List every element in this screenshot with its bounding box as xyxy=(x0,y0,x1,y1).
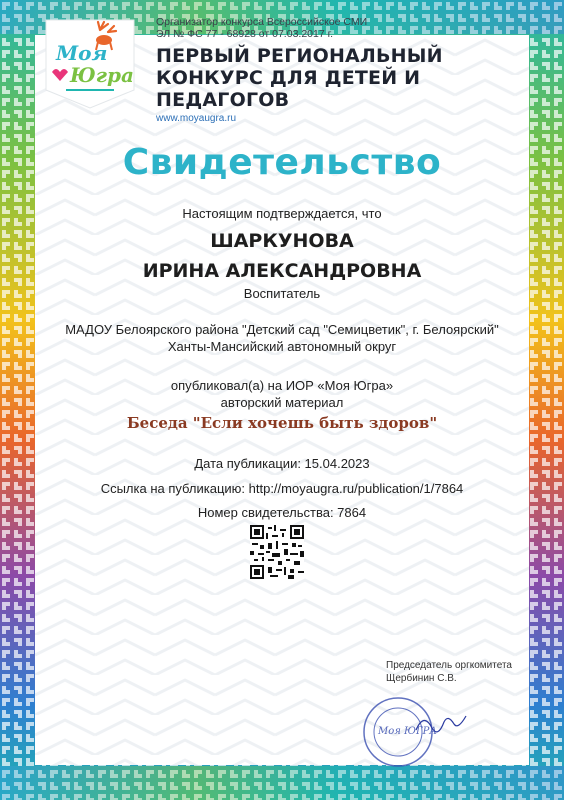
contest-title-line1: ПЕРВЫЙ РЕГИОНАЛЬНЫЙ xyxy=(156,45,443,67)
registration-text: ЭЛ № ФС 77 - 68928 от 07.03.2017 г. xyxy=(156,28,334,40)
organizer-text: Организатор конкурса Всероссийское СМИ xyxy=(156,16,368,28)
organizer-header xyxy=(156,16,516,124)
recipient-position: Воспитатель xyxy=(243,286,321,301)
recipient-given-names: ИРИНА АЛЕКСАНДРОВНА xyxy=(142,260,422,282)
publication-link[interactable]: Ссылка на публикацию: http://moyaugra.ru/publication/1/7864 xyxy=(100,481,464,496)
logo-text-yugra: Югра xyxy=(70,63,134,87)
signatory-name: Щербинин С.В. xyxy=(386,673,457,684)
official-stamp xyxy=(356,690,476,770)
moya-yugra-logo xyxy=(42,16,138,110)
certificate-title: Свидетельство xyxy=(122,142,442,183)
contest-title-line2: КОНКУРС ДЛЯ ДЕТЕЙ И ПЕДАГОГОВ xyxy=(156,67,421,111)
signature-block xyxy=(386,659,512,685)
organization-line1: МАДОУ Белоярского района "Детский сад "Семицветик", г. Белоярский" xyxy=(65,322,499,337)
published-text: опубликовал(а) на ИОР «Моя Югра» xyxy=(170,378,394,393)
signatory-role: Председатель оргкомитета xyxy=(386,660,512,671)
organization-line2: Ханты-Мансийский автономный округ xyxy=(167,339,397,354)
qr-code[interactable] xyxy=(250,525,304,579)
stamp-text: Моя ЮГРА xyxy=(378,726,437,737)
recipient-surname: ШАРКУНОВА xyxy=(210,230,354,252)
confirm-text: Настоящим подтверждается, что xyxy=(182,206,382,221)
material-title: Беседа "Если хочешь быть здоров" xyxy=(126,414,438,432)
website-link[interactable]: www.moyaugra.ru xyxy=(156,113,237,124)
material-type: авторский материал xyxy=(220,395,344,410)
certificate-number: Номер свидетельства: 7864 xyxy=(197,505,367,520)
publication-date: Дата публикации: 15.04.2023 xyxy=(194,456,370,471)
logo-text-moya: Моя xyxy=(56,41,108,65)
